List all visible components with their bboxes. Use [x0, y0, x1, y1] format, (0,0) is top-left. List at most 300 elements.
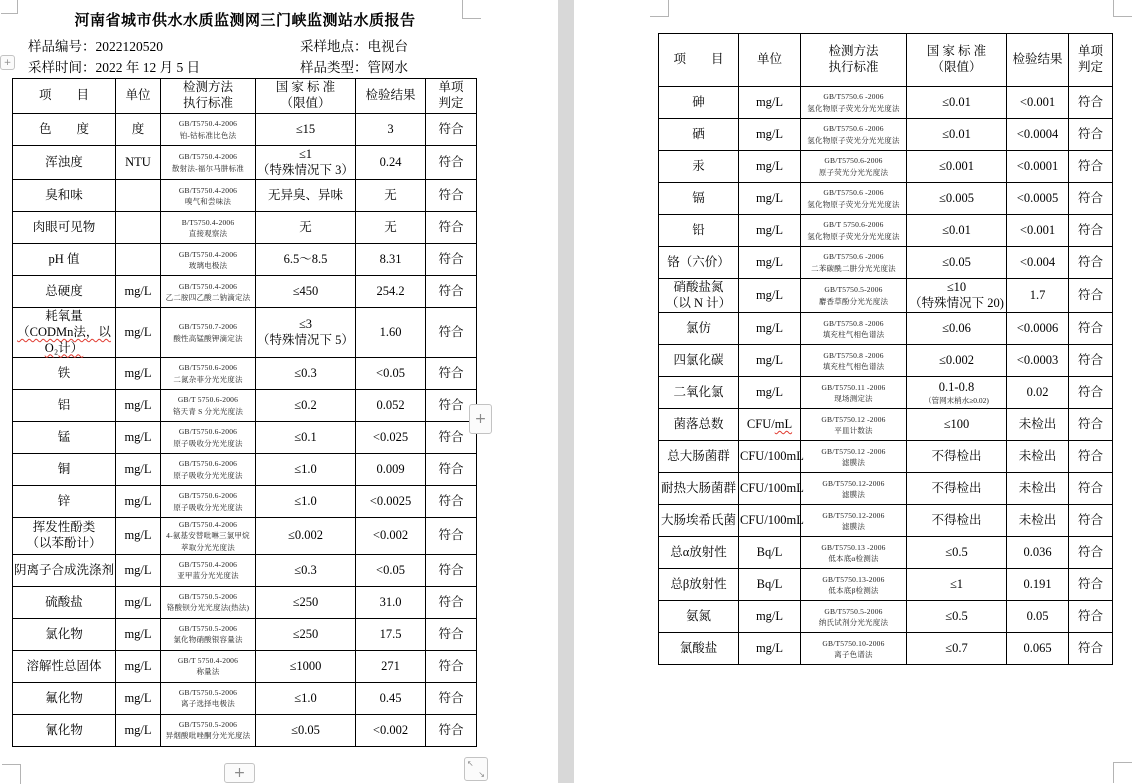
cell-text-line: ≤1.0: [294, 493, 317, 508]
cell-text-line: 项 目: [38, 88, 89, 103]
cell-limit[interactable]: [256, 212, 356, 244]
cell-method[interactable]: [161, 682, 256, 714]
cell-result[interactable]: 未检出: [1007, 505, 1069, 537]
cell-unit[interactable]: mg/L: [116, 358, 161, 390]
cell-unit[interactable]: mg/L: [739, 345, 801, 377]
cell-text-line: 溶解性总固体: [26, 658, 102, 673]
cell-limit[interactable]: [256, 180, 356, 212]
cell-item[interactable]: [13, 276, 116, 308]
cell-result[interactable]: <0.0025: [356, 486, 426, 518]
cell-item[interactable]: [13, 586, 116, 618]
cell-method[interactable]: [801, 441, 907, 473]
cell-verdict[interactable]: 符合: [426, 180, 477, 212]
cell-text-line: GB/T5750.12 -2006: [821, 414, 886, 424]
cell-text-line: GB/T5750.4-2006: [178, 520, 238, 530]
cell-unit[interactable]: mg/L: [739, 215, 801, 247]
cell-verdict[interactable]: 符合: [1069, 441, 1113, 473]
cell-unit[interactable]: mg/L: [739, 151, 801, 183]
cell-verdict[interactable]: 符合: [1069, 505, 1113, 537]
cell-result[interactable]: <0.0006: [1007, 313, 1069, 345]
cell-text-line: 总β放射性: [670, 576, 727, 591]
cell-result[interactable]: 0.036: [1007, 537, 1069, 569]
cell-result[interactable]: 17.5: [356, 618, 426, 650]
water-quality-table-right[interactable]: [658, 33, 1113, 665]
cell-verdict[interactable]: 符合: [426, 586, 477, 618]
header-cell-1[interactable]: [116, 79, 161, 114]
header-row: [659, 34, 1113, 87]
cell-item[interactable]: [659, 377, 739, 409]
cell-result[interactable]: 0.02: [1007, 377, 1069, 409]
cell-text-line: 浑浊度: [45, 154, 83, 169]
table-row: [659, 279, 1113, 313]
cell-result[interactable]: 0.24: [356, 146, 426, 180]
cell-verdict[interactable]: 符合: [426, 518, 477, 555]
cell-limit[interactable]: [907, 505, 1007, 537]
cell-item[interactable]: [659, 279, 739, 313]
cell-result[interactable]: 未检出: [1007, 409, 1069, 441]
cell-result[interactable]: 未检出: [1007, 441, 1069, 473]
cell-verdict[interactable]: 符合: [426, 146, 477, 180]
cell-method[interactable]: [161, 390, 256, 422]
cell-method[interactable]: [161, 276, 256, 308]
cell-text-line: 氢化物原子荧光分光光度法: [807, 103, 900, 113]
cell-limit[interactable]: [907, 119, 1007, 151]
cell-limit[interactable]: [256, 422, 356, 454]
cell-verdict[interactable]: 符合: [426, 244, 477, 276]
cell-verdict[interactable]: 符合: [1069, 569, 1113, 601]
cell-method[interactable]: [801, 569, 907, 601]
table-resize-handle[interactable]: [464, 757, 488, 781]
cell-item[interactable]: [659, 473, 739, 505]
cell-unit[interactable]: CFU/100mL: [739, 505, 801, 537]
cell-limit[interactable]: [907, 377, 1007, 409]
cell-verdict[interactable]: 符合: [426, 554, 477, 586]
cell-item[interactable]: [659, 215, 739, 247]
cell-item[interactable]: [13, 358, 116, 390]
cell-item[interactable]: [659, 441, 739, 473]
cell-method[interactable]: [161, 586, 256, 618]
cell-limit[interactable]: [256, 518, 356, 555]
header-cell-0[interactable]: [13, 79, 116, 114]
cell-method[interactable]: [161, 554, 256, 586]
cell-result[interactable]: <0.025: [356, 422, 426, 454]
cell-verdict[interactable]: 符合: [1069, 537, 1113, 569]
cell-result[interactable]: <0.05: [356, 554, 426, 586]
cell-limit[interactable]: [907, 441, 1007, 473]
cell-limit[interactable]: [907, 633, 1007, 665]
cell-limit[interactable]: [256, 650, 356, 682]
cell-item[interactable]: [13, 486, 116, 518]
cell-text-line: （特殊情况下 20): [909, 295, 1004, 310]
cell-verdict[interactable]: 符合: [1069, 119, 1113, 151]
cell-verdict[interactable]: 符合: [426, 114, 477, 146]
cell-limit[interactable]: [256, 714, 356, 746]
cell-item[interactable]: [13, 618, 116, 650]
cell-method[interactable]: [161, 244, 256, 276]
cell-text-line: 单位: [125, 88, 151, 103]
cell-method[interactable]: [801, 409, 907, 441]
cell-unit[interactable]: mg/L: [739, 313, 801, 345]
cell-method[interactable]: [801, 87, 907, 119]
limit-note: （管网末梢水≥0.02): [924, 395, 989, 405]
header-cell-4[interactable]: [356, 79, 426, 114]
cell-text-line: GB/T5750.6 -2006: [823, 252, 884, 262]
cell-result[interactable]: 1.7: [1007, 279, 1069, 313]
header-cell-0[interactable]: [659, 34, 739, 87]
cell-item[interactable]: [659, 537, 739, 569]
cell-item[interactable]: [13, 212, 116, 244]
cell-unit[interactable]: CFU/100mL: [739, 473, 801, 505]
cell-verdict[interactable]: 符合: [1069, 279, 1113, 313]
cell-text-line: 嗅气和尝味法: [184, 196, 232, 206]
cell-method[interactable]: [801, 601, 907, 633]
meta-line-2[interactable]: [28, 56, 478, 76]
cell-text-line: 无异臭、异味: [267, 187, 343, 202]
cell-result[interactable]: <0.004: [1007, 247, 1069, 279]
table-row: [13, 518, 477, 555]
cell-unit[interactable]: 度: [116, 114, 161, 146]
cell-unit[interactable]: NTU: [116, 146, 161, 180]
cell-method[interactable]: [801, 119, 907, 151]
cell-result[interactable]: <0.05: [356, 358, 426, 390]
cell-verdict[interactable]: 符合: [426, 454, 477, 486]
cell-verdict[interactable]: 符合: [1069, 377, 1113, 409]
cell-item[interactable]: [659, 409, 739, 441]
cell-verdict[interactable]: 符合: [426, 212, 477, 244]
header-cell-2[interactable]: [801, 34, 907, 87]
header-cell-1[interactable]: [739, 34, 801, 87]
cell-item[interactable]: [13, 308, 116, 358]
cell-limit[interactable]: [256, 682, 356, 714]
cell-verdict[interactable]: 符合: [426, 308, 477, 358]
cell-item[interactable]: [13, 390, 116, 422]
cell-result[interactable]: 无: [356, 180, 426, 212]
cell-text-line: 项 目: [673, 52, 724, 67]
cell-verdict[interactable]: 符合: [1069, 247, 1113, 279]
cell-result[interactable]: 254.2: [356, 276, 426, 308]
add-row-button[interactable]: [224, 763, 255, 783]
crop-mark-bottom-left: [2, 764, 21, 784]
cell-item[interactable]: [659, 247, 739, 279]
cell-method[interactable]: [801, 279, 907, 313]
cell-item[interactable]: [13, 454, 116, 486]
cell-item[interactable]: [13, 146, 116, 180]
cell-verdict[interactable]: 符合: [426, 714, 477, 746]
cell-unit[interactable]: mg/L: [116, 308, 161, 358]
cell-result[interactable]: <0.0003: [1007, 345, 1069, 377]
cell-method[interactable]: [801, 345, 907, 377]
cell-method[interactable]: [161, 212, 256, 244]
cell-unit[interactable]: mg/L: [739, 633, 801, 665]
cell-item[interactable]: [659, 633, 739, 665]
cell-result[interactable]: 0.45: [356, 682, 426, 714]
cell-verdict[interactable]: 符合: [1069, 633, 1113, 665]
header-cell-5[interactable]: [426, 79, 477, 114]
cell-unit[interactable]: Bq/L: [739, 537, 801, 569]
page-left: [0, 0, 558, 783]
header-cell-2[interactable]: [161, 79, 256, 114]
cell-text-line: 检验结果: [1012, 52, 1063, 67]
misspell-marked-text: mL: [774, 416, 793, 431]
cell-method[interactable]: [161, 146, 256, 180]
cell-limit[interactable]: [907, 279, 1007, 313]
cell-verdict[interactable]: 符合: [1069, 473, 1113, 505]
cell-item[interactable]: [13, 114, 116, 146]
cell-limit[interactable]: [256, 358, 356, 390]
cell-text-line: GB/T5750.8 -2006: [823, 318, 884, 328]
cell-verdict[interactable]: 符合: [426, 682, 477, 714]
cell-verdict[interactable]: 符合: [1069, 601, 1113, 633]
cell-method[interactable]: [161, 518, 256, 555]
cell-unit[interactable]: mg/L: [116, 518, 161, 555]
cell-limit[interactable]: [256, 114, 356, 146]
cell-verdict[interactable]: 符合: [426, 422, 477, 454]
cell-text-line: ≤1.0: [294, 690, 317, 705]
cell-verdict[interactable]: 符合: [426, 390, 477, 422]
cell-item[interactable]: [659, 87, 739, 119]
cell-result[interactable]: 8.31: [356, 244, 426, 276]
cell-limit[interactable]: [256, 146, 356, 180]
cell-result[interactable]: 31.0: [356, 586, 426, 618]
cell-verdict[interactable]: 符合: [1069, 151, 1113, 183]
header-cell-5[interactable]: [1069, 34, 1113, 87]
table-move-handle[interactable]: [0, 55, 15, 70]
cell-method[interactable]: [161, 650, 256, 682]
cell-method[interactable]: [161, 308, 256, 358]
sample-type-field: [300, 56, 408, 76]
cell-method[interactable]: [161, 714, 256, 746]
cell-unit[interactable]: mg/L: [116, 422, 161, 454]
cell-method[interactable]: [801, 247, 907, 279]
cell-limit[interactable]: [256, 554, 356, 586]
cell-item[interactable]: [659, 313, 739, 345]
cell-verdict[interactable]: 符合: [1069, 183, 1113, 215]
cell-limit[interactable]: [907, 151, 1007, 183]
cell-item[interactable]: [659, 183, 739, 215]
cell-item[interactable]: [13, 682, 116, 714]
cell-result[interactable]: <0.0004: [1007, 119, 1069, 151]
cell-item[interactable]: [13, 180, 116, 212]
cell-unit[interactable]: mg/L: [739, 183, 801, 215]
cell-item[interactable]: [659, 151, 739, 183]
cell-limit[interactable]: [256, 390, 356, 422]
cell-unit[interactable]: mg/L: [116, 276, 161, 308]
cell-result[interactable]: 0.009: [356, 454, 426, 486]
cell-limit[interactable]: [256, 486, 356, 518]
cell-item[interactable]: [659, 345, 739, 377]
cell-item[interactable]: [13, 714, 116, 746]
cell-item[interactable]: [659, 569, 739, 601]
cell-method[interactable]: [161, 618, 256, 650]
cell-unit[interactable]: [116, 212, 161, 244]
cell-verdict[interactable]: 符合: [1069, 409, 1113, 441]
cell-result[interactable]: <0.002: [356, 518, 426, 555]
cell-text-line: B/T5750.4-2006: [181, 217, 235, 227]
cell-item[interactable]: [13, 554, 116, 586]
cell-unit[interactable]: mg/L: [739, 377, 801, 409]
cell-result[interactable]: 无: [356, 212, 426, 244]
cell-text-line: GB/T 5750.6-2006: [823, 220, 884, 230]
cell-method[interactable]: [161, 422, 256, 454]
cell-unit[interactable]: mg/L: [116, 486, 161, 518]
cell-text-line: 氯酸盐: [679, 640, 718, 655]
cell-unit[interactable]: mg/L: [739, 87, 801, 119]
cell-method[interactable]: [801, 151, 907, 183]
cell-text-line: ≤0.5: [945, 544, 968, 559]
cell-verdict[interactable]: 符合: [426, 276, 477, 308]
meta-line-1[interactable]: [28, 35, 478, 55]
table-row: [659, 247, 1113, 279]
cell-verdict[interactable]: 符合: [1069, 345, 1113, 377]
crop-mark-bottom-right: [1113, 762, 1132, 783]
cell-limit[interactable]: [907, 537, 1007, 569]
page-right: [574, 0, 1132, 783]
cell-method[interactable]: [801, 537, 907, 569]
cell-limit[interactable]: [907, 215, 1007, 247]
cell-text-line: 铅: [692, 222, 705, 237]
cell-item[interactable]: [659, 119, 739, 151]
cell-unit[interactable]: mg/L: [739, 601, 801, 633]
cell-text-line: ≤1: [298, 147, 313, 161]
cell-limit[interactable]: [907, 313, 1007, 345]
cell-result[interactable]: 0.191: [1007, 569, 1069, 601]
cell-verdict[interactable]: 符合: [426, 486, 477, 518]
table-row: [659, 441, 1113, 473]
cell-method[interactable]: [161, 454, 256, 486]
cell-item[interactable]: [13, 518, 116, 555]
cell-result[interactable]: 3: [356, 114, 426, 146]
table-row: [13, 212, 477, 244]
cell-item[interactable]: [13, 422, 116, 454]
cell-text-line: GB/T5750.13-2006: [822, 574, 885, 584]
cell-text-line: 氢化物原子荧光分光光度法: [807, 135, 900, 145]
cell-text-line: 氯化物: [45, 626, 83, 641]
cell-method[interactable]: [801, 377, 907, 409]
cell-result[interactable]: 271: [356, 650, 426, 682]
cell-result[interactable]: <0.001: [1007, 87, 1069, 119]
cell-unit[interactable]: mg/L: [739, 247, 801, 279]
cell-verdict[interactable]: 符合: [1069, 313, 1113, 345]
cell-unit[interactable]: mg/L: [739, 279, 801, 313]
cell-item[interactable]: [13, 650, 116, 682]
cell-result[interactable]: 0.065: [1007, 633, 1069, 665]
cell-limit[interactable]: [907, 345, 1007, 377]
cell-text-line: 锌: [57, 493, 71, 508]
cell-method[interactable]: [161, 180, 256, 212]
cell-limit[interactable]: [907, 473, 1007, 505]
cell-limit[interactable]: [907, 601, 1007, 633]
cell-verdict[interactable]: 符合: [1069, 87, 1113, 119]
cell-text-line: 填充柱气相色谱法: [822, 361, 885, 371]
cell-item[interactable]: [659, 601, 739, 633]
cell-text-line: GB/T5750.6 -2006: [823, 124, 884, 134]
cell-unit[interactable]: CFU/100mL: [739, 441, 801, 473]
cell-limit[interactable]: [256, 276, 356, 308]
cell-unit[interactable]: [116, 180, 161, 212]
cell-unit[interactable]: mg/L: [739, 119, 801, 151]
cell-verdict[interactable]: 符合: [426, 358, 477, 390]
cell-text-line: ≤0.05: [942, 254, 971, 269]
cell-result[interactable]: 0.05: [1007, 601, 1069, 633]
cell-result[interactable]: <0.001: [1007, 215, 1069, 247]
cell-limit[interactable]: [256, 454, 356, 486]
sample-time-label: 采样时间：: [28, 60, 96, 75]
cell-limit[interactable]: [907, 183, 1007, 215]
cell-text-line: 原子荧光分光光度法: [818, 167, 889, 177]
cell-method[interactable]: [161, 114, 256, 146]
table-row: [659, 87, 1113, 119]
cell-text-line: GB/T5750.5-2006: [178, 624, 238, 634]
cell-limit[interactable]: [907, 409, 1007, 441]
cell-result[interactable]: 1.60: [356, 308, 426, 358]
cell-unit[interactable]: Bq/L: [739, 569, 801, 601]
cell-limit[interactable]: [907, 247, 1007, 279]
water-quality-table-left[interactable]: [12, 78, 477, 747]
cell-method[interactable]: [801, 473, 907, 505]
cell-unit[interactable]: mg/L: [116, 682, 161, 714]
add-column-button[interactable]: [469, 404, 492, 434]
cell-unit[interactable]: mg/L: [116, 650, 161, 682]
cell-verdict[interactable]: 符合: [426, 650, 477, 682]
cell-limit[interactable]: [907, 87, 1007, 119]
cell-unit[interactable]: mg/L: [116, 454, 161, 486]
cell-item[interactable]: [659, 505, 739, 537]
cell-limit[interactable]: [256, 308, 356, 358]
header-cell-3[interactable]: [256, 79, 356, 114]
cell-method[interactable]: [801, 633, 907, 665]
cell-text-line: GB/T5750.6-2006: [178, 459, 238, 469]
cell-text-line: （限值）: [931, 60, 982, 74]
cell-unit[interactable]: CFU/mL: [739, 409, 801, 441]
cell-unit[interactable]: mg/L: [116, 390, 161, 422]
cell-text-line: GB/T5750.5-2006: [178, 688, 238, 698]
cell-result[interactable]: 未检出: [1007, 473, 1069, 505]
cell-verdict[interactable]: 符合: [1069, 215, 1113, 247]
cell-unit[interactable]: mg/L: [116, 714, 161, 746]
cell-text-line: 萃取分光光度法: [181, 542, 235, 552]
cell-method[interactable]: [801, 505, 907, 537]
cell-text-line: 硒: [692, 126, 705, 141]
cell-limit[interactable]: [256, 586, 356, 618]
cell-verdict[interactable]: 符合: [426, 618, 477, 650]
cell-text-line: ≤0.01: [942, 94, 971, 109]
cell-unit[interactable]: mg/L: [116, 554, 161, 586]
cell-limit[interactable]: [256, 618, 356, 650]
table-row: [659, 473, 1113, 505]
cell-text-line: ≤100: [943, 416, 970, 431]
cell-method[interactable]: [161, 358, 256, 390]
cell-unit[interactable]: mg/L: [116, 586, 161, 618]
cell-method[interactable]: [801, 313, 907, 345]
cell-result[interactable]: 0.052: [356, 390, 426, 422]
cell-result[interactable]: <0.002: [356, 714, 426, 746]
cell-result[interactable]: <0.0005: [1007, 183, 1069, 215]
cell-text-line: GB/T5750.13 -2006: [821, 542, 886, 552]
cell-result[interactable]: <0.0001: [1007, 151, 1069, 183]
cell-method[interactable]: [801, 215, 907, 247]
cell-limit[interactable]: [256, 244, 356, 276]
cell-method[interactable]: [801, 183, 907, 215]
cell-method[interactable]: [161, 486, 256, 518]
header-cell-4[interactable]: [1007, 34, 1069, 87]
table-row: [659, 601, 1113, 633]
cell-unit[interactable]: [116, 244, 161, 276]
cell-unit[interactable]: mg/L: [116, 618, 161, 650]
cell-limit[interactable]: [907, 569, 1007, 601]
table-row: [659, 537, 1113, 569]
header-cell-3[interactable]: [907, 34, 1007, 87]
cell-item[interactable]: [13, 244, 116, 276]
